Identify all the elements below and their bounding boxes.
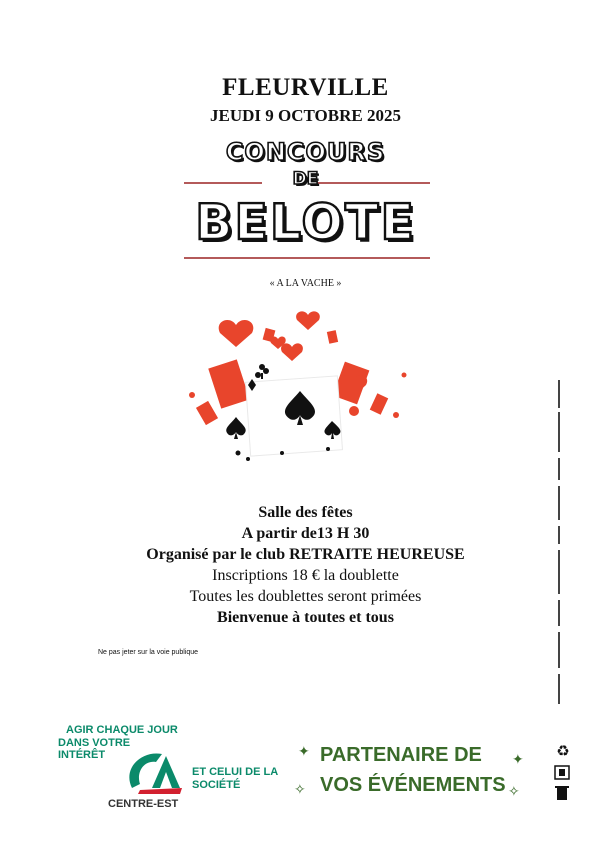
title-concours: CONCOURS (225, 138, 386, 166)
ca-logo (122, 748, 186, 796)
litter-notice: Ne pas jeter sur la voie publique (98, 649, 199, 656)
sparkle-right-icon: ✦ (512, 752, 524, 768)
sponsor-slogan-line-2: DANS VOTRE (58, 736, 131, 749)
printer-imprint-text (553, 380, 567, 710)
sponsor-slogan-line-3: INTÉRÊT (58, 749, 106, 762)
info-start-time: A partir de13 H 30 (241, 525, 370, 542)
recycle-icon: ♻ (556, 742, 570, 760)
divider-bottom (184, 257, 430, 259)
ca-logo-icon (122, 748, 186, 796)
partner-line-2: VOS ÉVÉNEMENTS (320, 774, 506, 796)
town-title: FLEURVILLE (222, 74, 389, 101)
partner-line-1: PARTENAIRE DE (320, 744, 482, 766)
sponsor-tagline-line-1: ET CELUI DE LA (192, 766, 279, 778)
info-venue: Salle des fêtes (258, 504, 353, 521)
event-date: JEUDI 9 OCTOBRE 2025 (210, 106, 401, 125)
trash-bin-icon (553, 784, 573, 806)
sparkle-left-icon: ✦ (298, 744, 310, 760)
subtitle: « A LA VACHE » (269, 278, 342, 289)
sponsor-tagline-line-2: SOCIÉTÉ (192, 778, 241, 791)
info-organizer: Organisé par le club RETRAITE HEUREUSE (146, 546, 465, 563)
info-prizes: Toutes les doublettes seront primées (189, 588, 422, 605)
sponsor-tagline (192, 766, 278, 791)
imprim-vert-glyph (553, 764, 573, 782)
playing-card-illustration (178, 303, 414, 475)
title-de: DE (292, 169, 319, 189)
sponsor-region: CENTRE-EST (108, 798, 179, 810)
info-welcome: Bienvenue à toutes et tous (217, 609, 394, 626)
trash-bin-glyph (553, 784, 573, 802)
sponsor-slogan-line-1: AGIR CHAQUE JOUR (66, 724, 178, 736)
sparkle-right-2-icon: ✧ (508, 784, 520, 800)
info-registration: Inscriptions 18 € la doublette (212, 567, 399, 584)
imprim-vert-icon (553, 764, 573, 786)
sparkle-left-2-icon: ✧ (294, 782, 306, 798)
title-belote: BELOTE (195, 194, 416, 251)
printer-imprint-glyphs (553, 380, 567, 710)
